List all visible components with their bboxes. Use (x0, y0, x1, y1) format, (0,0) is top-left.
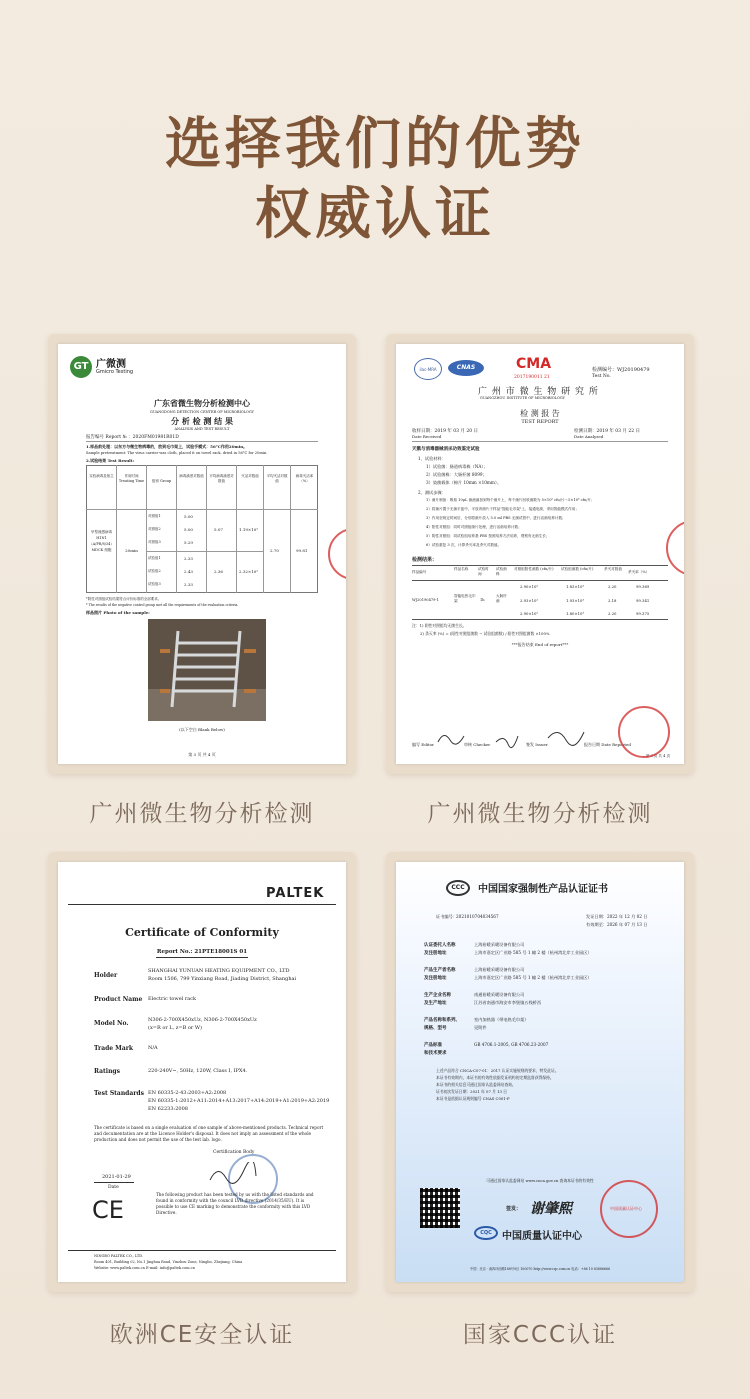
control-count: 2.90×10⁵ (520, 611, 538, 616)
date-reported-label: 报告日期 Date Reported (584, 742, 631, 747)
page-number: 第 3 页 共 4 页 (188, 752, 216, 757)
method-line: 1、试验材料： (418, 456, 446, 461)
log-value: 2.70 (270, 548, 279, 553)
cert-no-label: 证书编号： (436, 914, 457, 919)
field-value: Electric towel rack (148, 996, 197, 1002)
th-strain: 试验菌株 (496, 567, 507, 576)
ccc-field-label: 和技术要求 (424, 1051, 447, 1056)
certificate-document (396, 862, 684, 1282)
method-line: 5）阴性对照组：同试验组培养基 PBS 按照培养方法培养，观察有无菌生长； (426, 534, 550, 538)
cert-date: 2021-01-29 (102, 1174, 131, 1180)
ce-mark-icon: CE (92, 1196, 124, 1224)
ccc-statement: 证书初次发证日期：2021 年 07 月 13 日 (436, 1089, 507, 1094)
field-value: EN 62233:2008 (148, 1106, 188, 1112)
end-of-report: ***报告结束 End of report*** (511, 642, 569, 647)
issuer-label: 签发 Issuer (526, 742, 548, 747)
row-label: 对照组2 (148, 527, 161, 531)
signature-label: 签发： (506, 1206, 522, 1212)
th-rate: 病毒灭活率（%） (295, 474, 314, 483)
log-value: 2.18 (608, 598, 617, 603)
result-table (86, 465, 318, 593)
row-label: 对照组1 (148, 514, 161, 518)
ccc-statement: 本证书有效期内，本证书的有效性依据发证机构的定期监督获得保持。 (436, 1075, 554, 1080)
ccc-field-label: 认证委托人名称 (424, 943, 456, 948)
th-avg-titer: 平均病毒滴度对数值 (209, 474, 234, 483)
field-value: 220-240V~, 50Hz, 120W, Class I, IPX4. (148, 1068, 248, 1074)
field-label: Trade Mark (94, 1045, 134, 1052)
result-label: 检测结果： (412, 557, 438, 563)
org-title-en: GUANGDONG DETECTION CENTER OF MICROBIOLOGY (150, 410, 254, 414)
report-title-en: TEST REPORT (521, 419, 559, 425)
pretreatment-text-en: Sample pretreatment: The virus carrier was cloth, placed it on towel rack, dried in 56°C for 20min. (86, 451, 268, 455)
qr-code-icon (420, 1188, 460, 1228)
footnote: 2) 杀灭率 (%) = (阳性对照组菌数 − 试验组菌数) / 阳性对照组菌数 ×100% (420, 631, 550, 636)
ce-text: The following product has been tested by us with the listed standards and found in conformity with the council LVD directive (2014/35/EU). It is possible to use CE marking to demonstrate the conformity with this LVD Directive. (156, 1192, 314, 1215)
section-title-en: ANALYSIS AND TEST RESULT (174, 427, 230, 431)
paltek-logo: PALTEK (266, 886, 325, 901)
date-received: 收样日期：2019 年 03 月 20 日 (412, 429, 479, 434)
certificate-caption: 欧洲CE安全认证 (109, 1322, 295, 1348)
headline (0, 112, 750, 248)
ccc-field-value: 上海市嘉定区广业路 585 号 1 幢 2 楼（杭州湾北岸工业园区） (474, 975, 592, 980)
institute-name-en: GUANGZHOU INSTITUTE OF MICROBIOLOGY (480, 396, 565, 400)
red-seal-icon (328, 528, 346, 580)
certificate-caption: 国家CCC认证 (462, 1322, 618, 1348)
method-line: 2）试验菌株：大肠杆菌 8099； (426, 472, 487, 477)
th-avg-inactivation: 平均灭活对数值 (266, 474, 288, 483)
th-duration: 试验时间 (478, 567, 489, 576)
ccc-title: 中国国家强制性产品认证证书 (478, 884, 608, 895)
th-sample-no: 样品编号 (412, 570, 427, 574)
rate-value: 99.375 (636, 611, 650, 616)
rate-value: 99.81 (296, 548, 308, 553)
control-count: 2.90×10⁵ (520, 584, 538, 589)
headline-line2: 权威认证 (255, 182, 495, 247)
ccc-field-value: 上海裕暖采暖设备有限公司 (474, 942, 525, 947)
expiry-date: 有效期至：2026 年 07 月 13 日 (586, 922, 648, 927)
strain: 大肠杆菌 (496, 594, 507, 603)
ccc-logo-icon: CCC (446, 880, 470, 896)
footer-line: Room 401, Building 02, No.1 Jinghua Road, Yinzhou Zone, Ningbo, Zhejiang, China (94, 1260, 243, 1264)
ccc-field-value: 江苏省南通市海安市李堡镇五栈桥西 (474, 1000, 542, 1005)
ccc-field-value: 南通裕暖采暖设备有限公司 (474, 992, 525, 997)
rate-value: 99.369 (636, 584, 650, 589)
signature: 谢肇熙 (530, 1201, 572, 1217)
th-log: 杀灭对数值 (604, 567, 622, 571)
field-value: EN 60335-1:2012+A11:2014+A13:2017+A14:2019+A1:2019+A2:2019 (148, 1098, 330, 1104)
duration: 1h (480, 598, 485, 602)
time-cell: 20min (125, 548, 138, 553)
th-group: 组别 Group (151, 479, 172, 483)
ccc-field-value: GB 4706.1-2005, GB 4706.23-2007 (474, 1042, 549, 1047)
row-value: 2.33 (184, 582, 193, 587)
log-value: 2.20 (608, 584, 617, 589)
row-label: 试验组1 (148, 556, 161, 560)
row-value: 5.00 (184, 514, 193, 519)
headline-line1: 选择我们的优势 (165, 112, 585, 177)
field-label: Holder (94, 972, 118, 979)
verify-note: 可通过国家认监委网站 www.cnca.gov.cn 查询本证书的有效性 (486, 1178, 594, 1183)
row-value: 2.33 (184, 556, 193, 561)
report-title: 检 测 报 告 (520, 409, 560, 418)
sample-photo (148, 619, 266, 721)
date-analyzed-en: Date Analyzed (574, 434, 604, 439)
footer-line: Website: www.paltek.com.cn E-mail: info@paltek.com.cn (94, 1266, 195, 1270)
report-number: 报告编号 Report № ：2020FM01981R01D (86, 435, 179, 440)
field-value: Room 1506, 799 Yinxiang Road, Jiading District, Shanghai (148, 976, 297, 982)
ccc-footer: 中国 · 北京 · 南四环西路188号9区 100070 http://www.cqc.com.cn 电话：+86 10 83886666 (470, 1267, 610, 1271)
test-count: 1.83×10³ (566, 584, 584, 589)
cma-logo-icon: CMA (516, 356, 552, 372)
certificate-card-ccc[interactable] (386, 852, 694, 1292)
subject: 天鹅与消毒器械消杀功效鉴定试验 (412, 447, 480, 452)
test-count: 1.80×10³ (566, 611, 584, 616)
cert-statement: The certificate is based on a single evaluation of one sample of above-mentioned products. Technical report and documentation are at the Licence Holder's disposal. It does not imply an assessment of the whole production and does not permit the use of the test lab. logo. (94, 1125, 324, 1142)
issue-date: 发证日期：2022 年 12 月 02 日 (586, 914, 648, 919)
cert-no: 2021010704034567 (456, 914, 499, 919)
note-en: * The results of the negative control group met all the requirements of the evaluation criteria. (86, 603, 239, 607)
org-name: 中国质量认证中心 (502, 1231, 582, 1242)
ccc-field-label: 产品名称和系列、 (424, 1018, 460, 1023)
section-title: 分 析 检 测 结 果 (171, 416, 233, 426)
th-titer: 病毒滴度对数值 (179, 474, 204, 478)
sample-name: 智能电热毛巾架 (454, 594, 476, 603)
virus-cell: 甲型流感病毒 H1N1 （A/PR/8/34）MDCK 细胞 (89, 530, 114, 552)
brand-name-en: Gmicro Testing (96, 369, 134, 375)
cma-number: 2017190011 21 (514, 375, 550, 380)
blank-below: (以下空白 Blank Below) (179, 727, 225, 732)
field-value: N/A (148, 1045, 158, 1051)
row-label: 试验组3 (148, 582, 161, 586)
date-received-en: Date Received (412, 434, 442, 439)
rate-value: 99.341 (636, 598, 650, 603)
test-number: 检测编号：WJ20190479 (592, 367, 650, 373)
seal-text: 中国质量认证中心 (610, 1206, 642, 1211)
checker-label: 审核 Checker (464, 742, 491, 747)
method-line: 3）染菌载体（棉片 10mm ×10mm）。 (426, 480, 502, 485)
row-value: 2.43 (184, 569, 193, 574)
certificate-caption: 广州微生物分析检测 (427, 801, 653, 827)
editor-label: 编写 Editor (412, 742, 434, 747)
certificate-card-guangdong[interactable] (48, 334, 356, 774)
cqc-logo-icon: CQC (474, 1226, 498, 1240)
avg-control: 5.07 (214, 527, 223, 532)
ccc-field-label: 产品标准 (424, 1043, 442, 1048)
date-analyzed: 检测日期：2019 年 03 月 22 日 (574, 429, 641, 434)
brand-name: 广微测 (96, 359, 126, 370)
method-line: 2）将菌片置于无菌平皿中，平放该菌片于样品"智能毛巾架"上，接通电源，采用智能模式作用； (426, 507, 579, 511)
ccc-statement: 本证书是依据认证规则编号 CNAS C001-P (436, 1096, 510, 1101)
method-line: 3）作用至规定时间后，分别将菌片放入 5.0 ml PBS 无菌试管中，进行活菌培养计数； (426, 516, 566, 520)
certificate-document (58, 862, 346, 1282)
ccc-field-label: 及注册地址 (424, 951, 447, 956)
row-label: 对照组3 (148, 540, 161, 544)
inact-control: 1.19×10⁵ (239, 527, 258, 532)
th-control: 对照组阳性菌数 (cfu/片) (514, 567, 554, 571)
field-label: Test Standards (94, 1090, 145, 1097)
avg-test: 2.36 (214, 569, 223, 574)
gmicro-logo-icon: GT (70, 356, 92, 378)
ccc-field-label: 规格、型号 (424, 1026, 447, 1031)
sample-no: WJ20190479-1 (412, 598, 439, 602)
page-number: 第 3 页 共 4 页 (645, 754, 670, 758)
ilac-logo-icon: ilac-MRA (414, 358, 442, 380)
photo-label: 样品照片 Photo of the sample: (86, 610, 150, 615)
th-test: 试验组菌数 (cfu/片) (561, 567, 594, 571)
date-label: Date (108, 1185, 119, 1190)
cert-title: Certificate of Conformity (125, 926, 279, 939)
row-value: 5.29 (184, 540, 193, 545)
ccc-statement: 本证书的相关信息可通过国家认监委网站查询。 (436, 1082, 516, 1087)
certificate-document (58, 344, 346, 764)
test-number-en: Test No. (592, 374, 611, 379)
test-result-label: 2.试验结果 Test Result: (86, 458, 134, 463)
field-value: SHANGHAI YUNUAN HEATING EQUIPMENT CO., LTD (148, 968, 290, 974)
method-line: 2、测试步骤： (418, 490, 446, 495)
footnote: 注：1) 阴性对照组均无菌生长。 (412, 623, 467, 628)
field-value: EN 60335-2-43:2003+A2:2008 (148, 1090, 227, 1096)
th-virus: 实验病毒及宿主 (89, 474, 114, 478)
cert-report-no: Report No.: 21PTE18001S 01 (156, 949, 248, 955)
ccc-field-value: 见附件 (474, 1025, 487, 1030)
certificate-card-guangzhou[interactable] (386, 334, 694, 774)
note: *阴性对照组试验结果符合评价标准的全部要求。 (86, 597, 162, 601)
ccc-field-value: 上海市嘉定区广业路 585 号 1 幢 2 楼（杭州湾北岸工业园区） (474, 950, 592, 955)
red-seal-icon (618, 706, 670, 758)
institute-name: 广 州 市 微 生 物 研 究 所 (478, 387, 599, 397)
row-value: 5.00 (184, 527, 193, 532)
inact-test: 2.32×10² (239, 569, 258, 574)
th-sample-name: 样品名称 (454, 567, 469, 571)
th-inactivation: 灭活对数值 (241, 474, 259, 478)
field-label: Ratings (94, 1068, 120, 1075)
test-count: 1.93×10³ (566, 598, 584, 603)
log-value: 2.20 (608, 611, 617, 616)
control-count: 2.93×10⁵ (520, 598, 538, 603)
certificate-document (396, 344, 684, 764)
method-line: 6）试验重复 3 次，计算杀灭率及杀灭对数值。 (426, 543, 502, 547)
field-value: (x=R or L, z=B or W) (148, 1025, 202, 1031)
th-rate: 杀灭率（%） (628, 570, 650, 574)
cnas-logo-icon: CNAS (448, 360, 484, 376)
method-line: 1）菌片制备：吸取 10μL 菌液滴加到每个菌片上，每个菌片回收菌数为 5×10⁵ cfu/片～5×10⁶ cfu/片； (426, 498, 595, 502)
ccc-field-value: 室内加热器（带电热毛巾架） (474, 1017, 529, 1022)
cert-body-label: Certification Body (213, 1150, 255, 1155)
footer-line: NINGBO PALTEK CO., LTD. (94, 1254, 143, 1258)
ccc-field-label: 及生产地址 (424, 1001, 447, 1006)
red-seal-icon (666, 520, 684, 576)
field-label: Product Name (94, 996, 143, 1003)
ccc-field-label: 及注册地址 (424, 976, 447, 981)
certificate-card-ce[interactable] (48, 852, 356, 1292)
ccc-field-label: 生产企业名称 (424, 993, 451, 998)
field-label: Model No. (94, 1020, 129, 1027)
method-line: 4）阳性对照组：同时对照组菌片处理，进行活菌培养计数； (426, 525, 522, 529)
certificate-caption: 广州微生物分析检测 (89, 801, 315, 827)
ccc-statement: 上述产品符合 CNCA-C07-01：2017 认证实施规则的要求，特发此证。 (436, 1068, 559, 1073)
row-label: 试验组2 (148, 569, 161, 573)
ccc-field-value: 上海裕暖采暖设备有限公司 (474, 967, 525, 972)
org-title: 广东省微生物分析检测中心 (154, 398, 250, 408)
th-time: 作用时间 Treating Time (118, 474, 145, 483)
method-line: 1）试验菌：肠道病毒株（NA）； (426, 464, 488, 469)
ccc-field-label: 产品生产者名称 (424, 968, 456, 973)
field-value: N306-2-700X450xUz, N306-2-700X450xUz (148, 1017, 257, 1023)
pretreatment-text: 1.样品前处理：以东方与微生物病毒的，放到毛巾架上，试验手模式：56°C作用20min。 (86, 444, 248, 449)
